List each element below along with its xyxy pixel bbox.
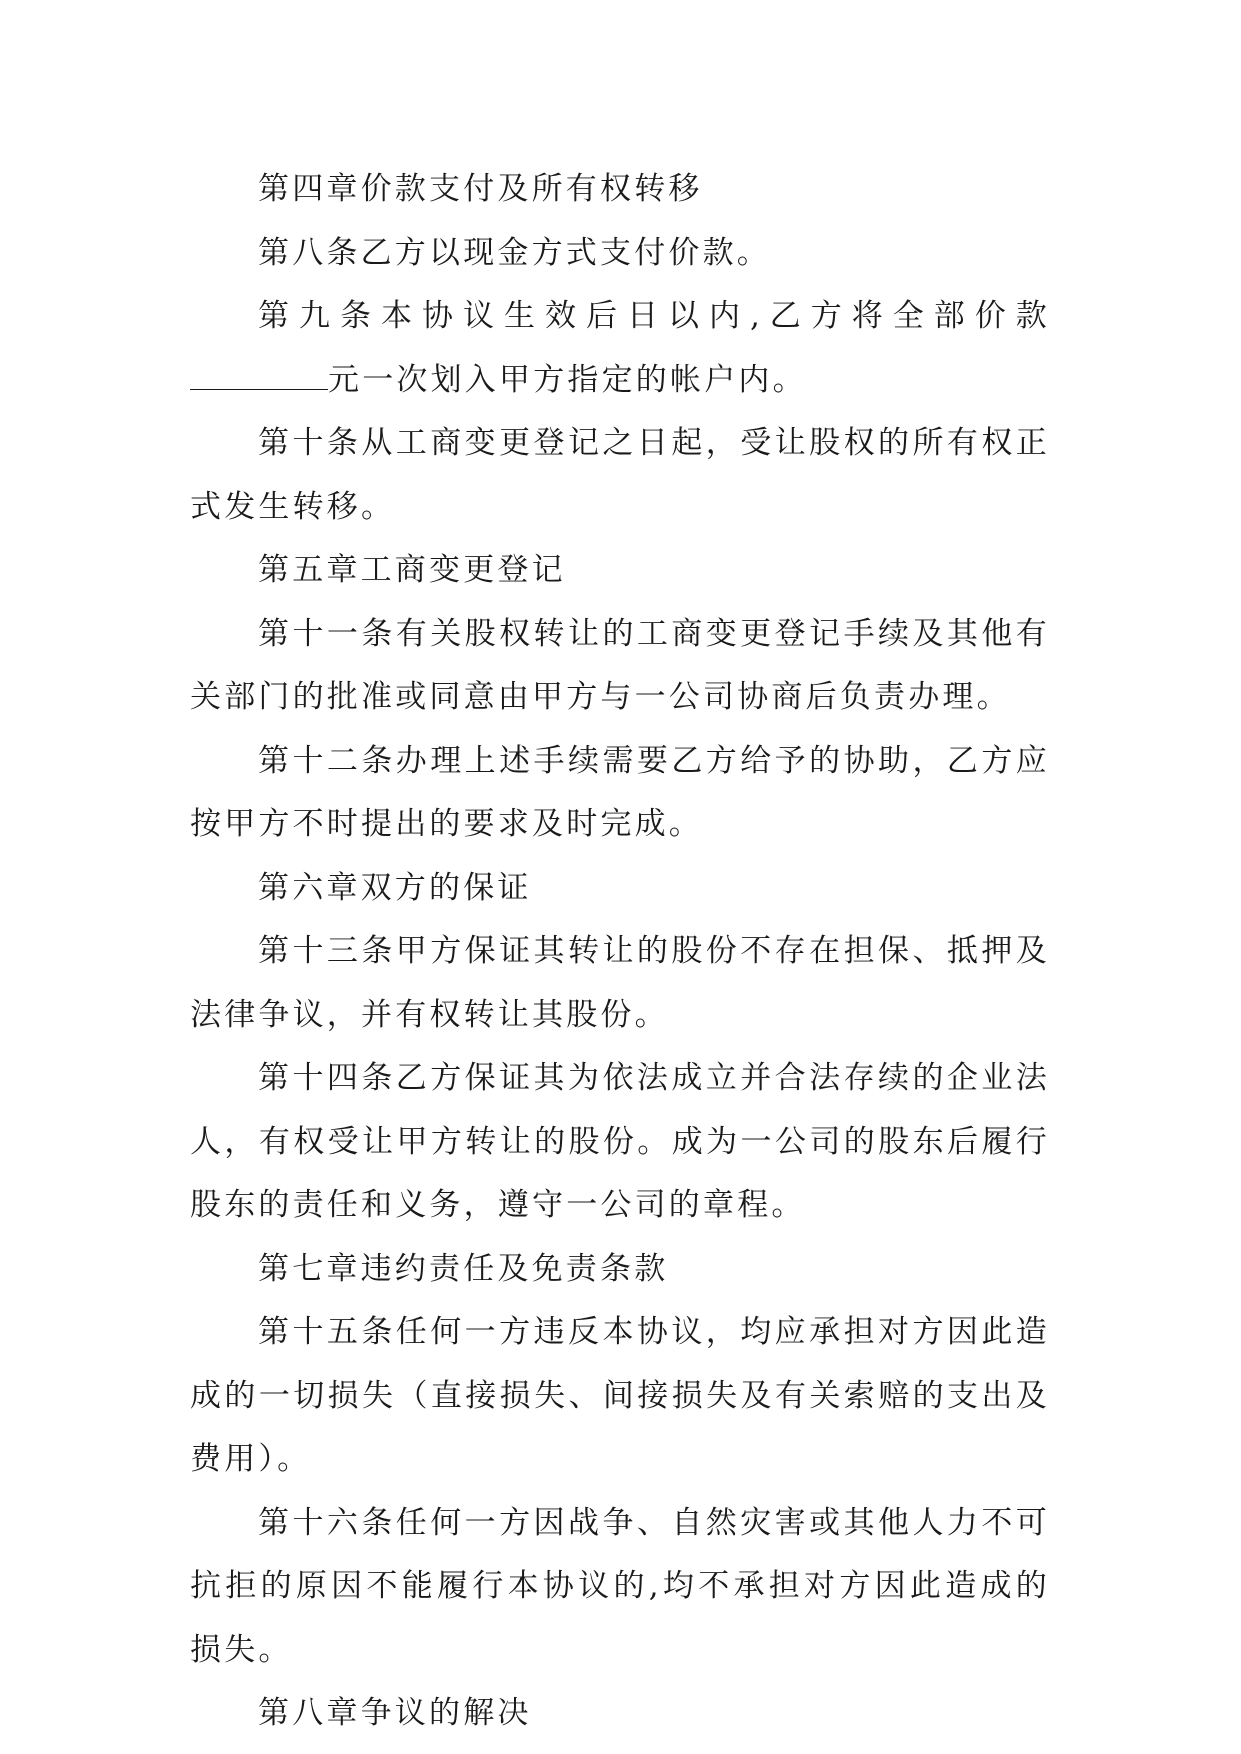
article-8: 第八条乙方以现金方式支付价款。	[258, 234, 771, 271]
chapter-7-heading: 第七章违约责任及免责条款	[258, 1250, 669, 1287]
article-9	[190, 285, 1050, 412]
article-16: 第十六条任何一方因战争、自然灾害或其他人力不可抗拒的原因不能履行本协议的,均不承担对方因此造成的损失。	[190, 1504, 1050, 1668]
amount-blank	[190, 388, 328, 390]
article-12: 第十二条办理上述手续需要乙方给予的协助，乙方应按甲方不时提出的要求及时完成。	[190, 742, 1050, 842]
article-9-text: 第九条本协议生效后日以内,乙方将全部价款	[258, 298, 1050, 334]
document-body	[190, 158, 1050, 1746]
chapter-6-heading: 第六章双方的保证	[258, 869, 532, 906]
article-14: 第十四条乙方保证其为依法成立并合法存续的企业法人，有权受让甲方转让的股份。成为一公司的股东后履行股东的责任和义务，遵守一公司的章程。	[190, 1060, 1050, 1223]
chapter-5-heading: 第五章工商变更登记	[258, 552, 566, 588]
article-10: 第十条从工商变更登记之日起，受让股权的所有权正式发生转移。	[190, 425, 1050, 525]
article-15: 第十五条任何一方违反本协议，均应承担对方因此造成的一切损失（直接损失、间接损失及有关索赔的支出及费用）。	[190, 1314, 1050, 1477]
article-9-continuation: 元一次划入甲方指定的帐户内。	[328, 361, 807, 398]
article-11: 第十一条有关股权转让的工商变更登记手续及其他有关部门的批准或同意由甲方与一公司协商后负责办理。	[190, 615, 1050, 715]
article-13: 第十三条甲方保证其转让的股份不存在担保、抵押及法律争议，并有权转让其股份。	[190, 933, 1050, 1033]
chapter-4-heading: 第四章价款支付及所有权转移	[258, 171, 703, 207]
chapter-8-heading: 第八章争议的解决	[258, 1695, 532, 1731]
